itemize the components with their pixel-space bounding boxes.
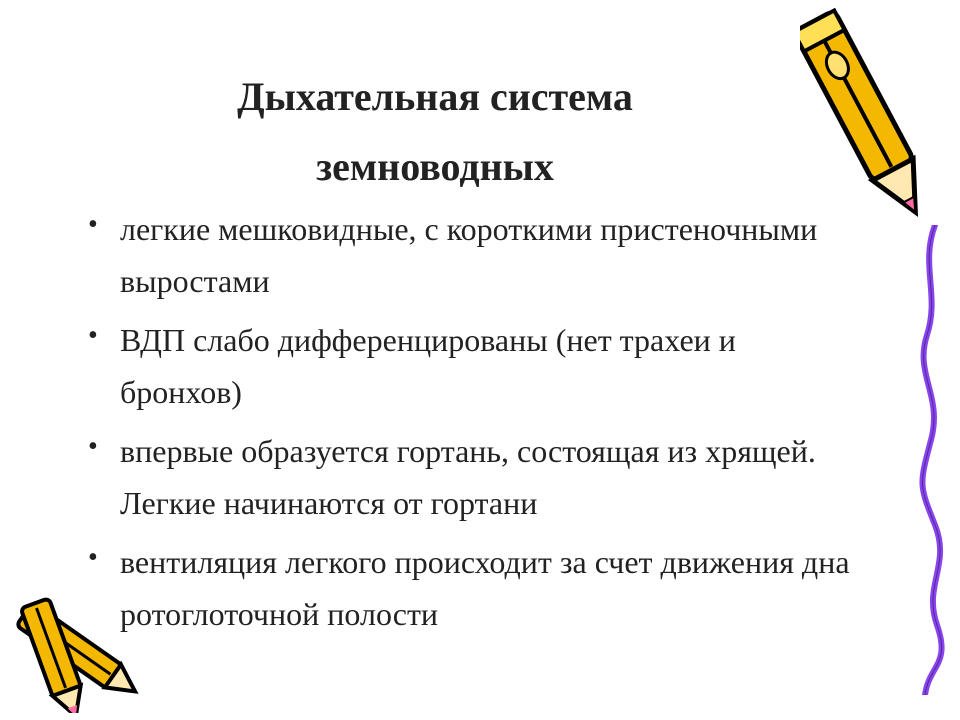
bullet-list xyxy=(88,203,858,647)
list-item xyxy=(88,425,858,529)
bullet-icon: • xyxy=(88,542,98,573)
title-line: земноводных xyxy=(316,144,554,189)
squiggle-line xyxy=(905,225,960,695)
bullet-icon: • xyxy=(88,209,98,240)
bullet-icon: • xyxy=(88,431,98,462)
title-line: Дыхательная система xyxy=(237,74,633,119)
bullet-text: ВДП слабо дифференцированы (нет трахеи и бронхов) xyxy=(120,322,736,410)
list-item xyxy=(88,314,858,418)
bullet-text: легкие мешковидные, с короткими пристеночными выростами xyxy=(120,211,818,299)
list-item xyxy=(88,536,858,640)
bullet-text: вентиляция легкого происходит за счет движения дна ротоглоточной полости xyxy=(120,544,850,632)
page-title xyxy=(90,62,780,202)
list-item xyxy=(88,203,858,307)
pencil-icon xyxy=(800,0,950,230)
bullet-text: впервые образуется гортань, состоящая из хрящей. Легкие начинаются от гортани xyxy=(120,433,816,521)
bullet-icon: • xyxy=(88,320,98,351)
